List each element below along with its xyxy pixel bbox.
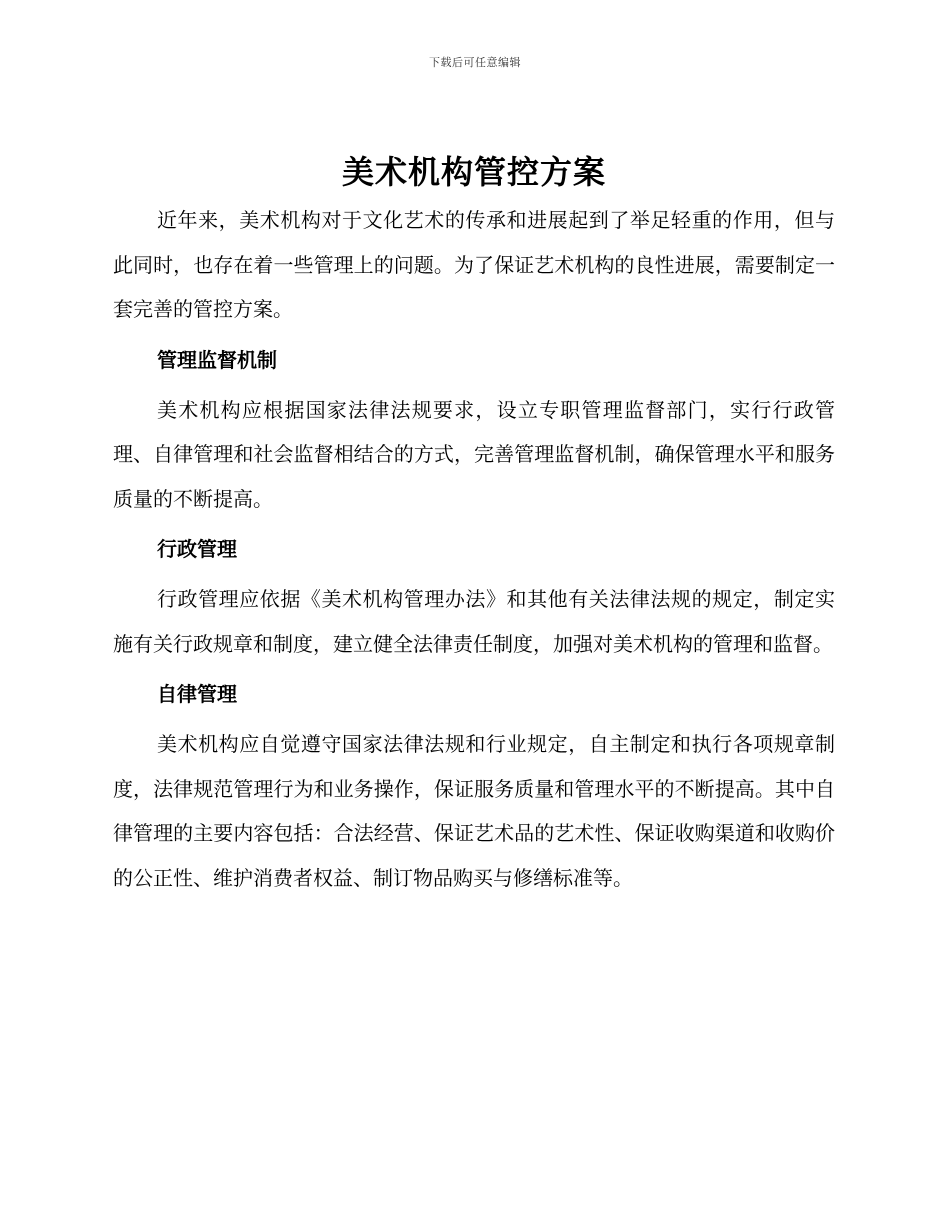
section-heading-self-regulation: 自律管理 [157,682,237,706]
section-paragraph-self-regulation: 美术机构应自觉遵守国家法律法规和行业规定，自主制定和执行各项规章制度，法律规范管理行为和业务操作，保证服务质量和管理水平的不断提高。其中自律管理的主要内容包括：合法经营、保证艺术品的艺术性、保证收购渠道和收购价的公正性、维护消费者权益、制订物品购买与修缮标准等。 [113,732,835,890]
page-header-note: 下载后可任意编辑 [429,56,521,69]
section-paragraph-supervision: 美术机构应根据国家法律法规要求，设立专职管理监督部门，实行行政管理、自律管理和社会监督相结合的方式，完善管理监督机制，确保管理水平和服务质量的不断提高。 [113,397,835,511]
section-paragraph-administrative: 行政管理应依据《美术机构管理办法》和其他有关法律法规的规定，制定实施有关行政规章和制度，建立健全法律责任制度，加强对美术机构的管理和监督。 [113,587,835,656]
intro-paragraph: 近年来，美术机构对于文化艺术的传承和进展起到了举足轻重的作用，但与此同时，也存在着一些管理上的问题。为了保证艺术机构的良性进展，需要制定一套完善的管控方案。 [113,208,835,321]
section-heading-administrative: 行政管理 [157,537,237,561]
document-body [113,146,835,900]
document-title: 美术机构管控方案 [341,153,606,191]
section-heading-supervision: 管理监督机制 [157,347,277,372]
